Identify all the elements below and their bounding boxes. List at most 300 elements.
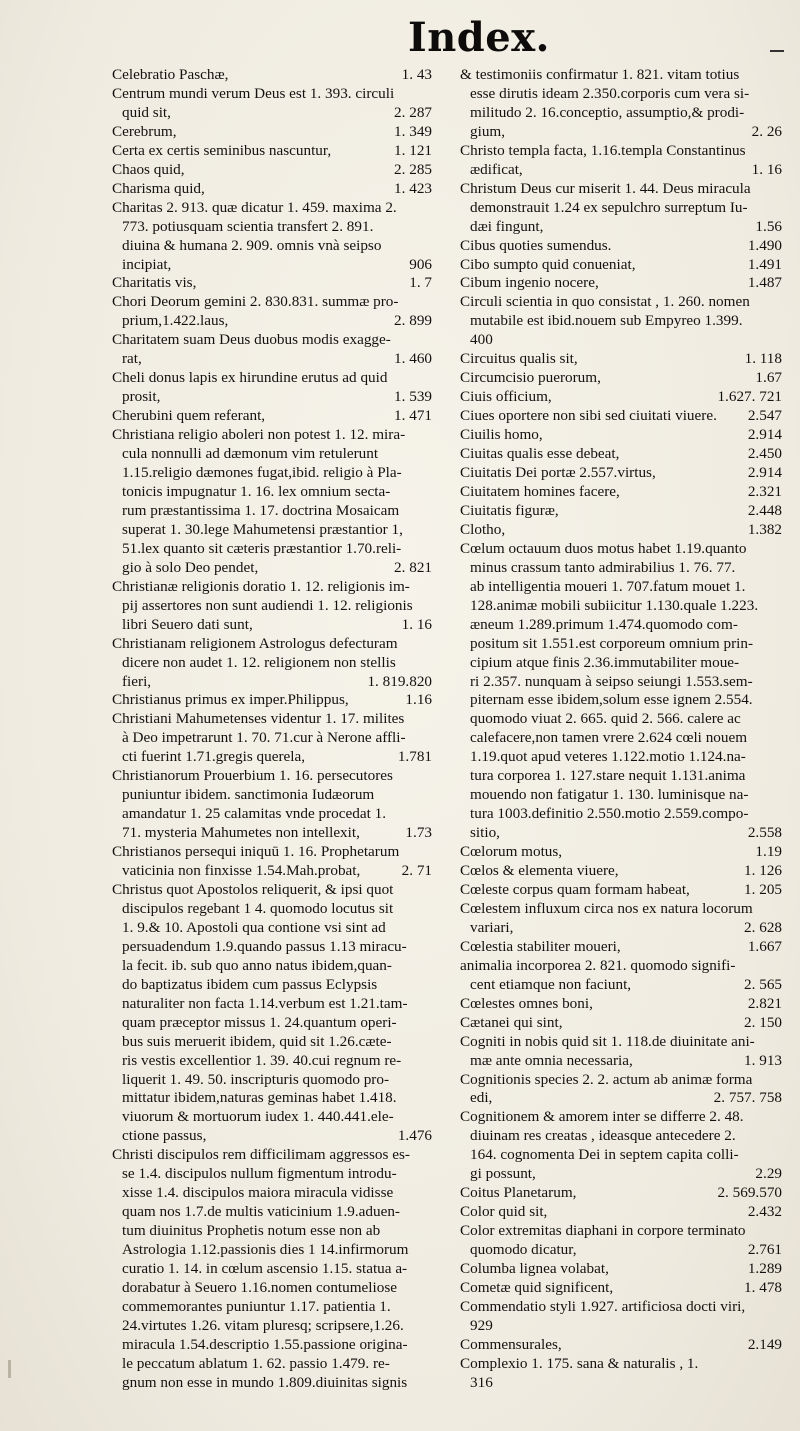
index-entry-text: mutabile est ibid.nouem sub Empyreo 1.399. (470, 312, 743, 330)
index-entry-text: fieri, (122, 672, 152, 690)
index-entry-text: Cœlum octauum duos motus habet 1.19.quanto (460, 539, 747, 557)
index-entry (460, 293, 782, 350)
index-entry-line (112, 1355, 432, 1374)
index-entry-line (460, 293, 782, 312)
index-entry-text: Ciuitatis figuræ, (460, 501, 559, 519)
index-entry-text: Circumcisio puerorum, (460, 369, 601, 387)
index-entry-line (460, 445, 782, 464)
index-entry (112, 369, 432, 407)
index-entry-text: Charisma quid, (112, 179, 205, 197)
index-entry-text: 51.lex quanto sit cæteris præstantior 1.70.reli- (122, 539, 402, 557)
index-entry (460, 1298, 782, 1336)
index-entry-text: Christum Deus cur miserit 1. 44. Deus miracula (460, 179, 751, 197)
index-entry-page-ref: 2.450 (747, 445, 782, 463)
index-entry-text: dorabatur à Seuero 1.16.nomen contumeliose (122, 1279, 397, 1296)
index-entry-text: 71. mysteria Mahumetes non intellexit, (122, 824, 360, 842)
index-entry-text: Christi discipulos rem difficilimam aggressos es- (112, 1146, 410, 1164)
index-entry (460, 1108, 782, 1184)
index-entry-text: Christianæ religionis doratio 1. 12. religionis im- (112, 577, 410, 595)
index-entry-line (460, 66, 782, 85)
index-entry-line (112, 237, 432, 256)
index-entry-text: animalia incorporea 2. 821. quomodo signifi- (460, 956, 736, 974)
index-entry-page-ref: 2.29 (755, 1165, 782, 1183)
index-entry-text: Color quid sit, (460, 1203, 548, 1221)
index-entry-text: 1. 9.& 10. Apostoli qua contione vsi sint ad (122, 918, 386, 936)
index-entry-text: ris vestis excellentior 1. 39. 40.cui regnum re- (122, 1051, 402, 1069)
index-entry-line (460, 919, 782, 938)
index-entry-line (112, 161, 432, 180)
index-entry-line (460, 218, 782, 237)
index-entry-line (112, 1146, 432, 1165)
index-entry-line (112, 578, 432, 597)
index-entry-line (460, 142, 782, 161)
index-entry-line (460, 597, 782, 616)
index-entry-page-ref: 2. 150 (744, 1013, 782, 1031)
index-entry-line (112, 540, 432, 559)
index-entry-text: bus suis meruerit ibidem, quid sit 1.26.cæte- (122, 1032, 392, 1050)
index-entry-text: Cœlorum motus, (460, 843, 563, 861)
index-entry-text: Cometæ quid significent, (460, 1279, 614, 1296)
index-entry-text: tonicis impugnatur 1. 16. lex omnium secta- (122, 482, 391, 500)
index-entry-page-ref: 1. 349 (394, 122, 432, 140)
index-entry-line (460, 1052, 782, 1071)
index-entry-text: tura 1003.definitio 2.550.motio 2.559.compo- (470, 805, 749, 823)
index-entry-text: Ciuitatis Dei portæ 2.557.virtus, (460, 464, 656, 482)
index-entry-text: positum sit 1.551.est corporeum omnium prin- (470, 634, 754, 652)
index-entry-text: Cœlestia stabiliter moueri, (460, 937, 621, 955)
index-entry-text: quam nos 1.7.de multis vaticinium 1.9.aduen- (122, 1203, 400, 1221)
index-entry-page-ref: 1.67 (755, 369, 782, 387)
index-entry-text: Ciuitatem homines facere, (460, 482, 620, 500)
index-entry-line (460, 578, 782, 597)
index-entry-line (112, 1033, 432, 1052)
index-entry-text: rat, (122, 350, 142, 368)
index-entry-text: persuadendum 1.9.quando passus 1.13 miracu- (122, 937, 407, 955)
index-entry-line (112, 767, 432, 786)
index-entry-text: Cibum ingenio nocere, (460, 274, 599, 292)
index-entry-text: sitio, (470, 824, 500, 842)
index-entry-line (460, 710, 782, 729)
index-entry-text: ædificat, (470, 160, 523, 178)
index-entry-line (112, 388, 432, 407)
index-entry-line (460, 407, 782, 426)
index-entry-line (112, 635, 432, 654)
index-entry-line (112, 654, 432, 673)
index-entry-text: Astrologia 1.12.passionis dies 1 14.infirmorum (122, 1241, 409, 1259)
index-entry-line (112, 1374, 432, 1393)
index-entry-line (460, 881, 782, 900)
index-entry-text: Christus quot Apostolos reliquerit, & ipsi quot (112, 880, 394, 898)
index-entry-page-ref: 2. 71 (401, 862, 432, 880)
index-entry-page-ref: 2. 26 (751, 122, 782, 140)
index-entry-page-ref: 2. 821 (394, 558, 432, 576)
index-entry-line (112, 521, 432, 540)
index-entry-text: Christiana religio aboleri non potest 1. 12. mira- (112, 426, 406, 444)
index-entry-line (112, 1336, 432, 1355)
index-entry-text: Columba lignea volabat, (460, 1260, 609, 1278)
index-entry-text: discipulos regebant 1 4. quomodo locutus sit (122, 899, 394, 917)
index-entry-text: gium, (470, 122, 506, 140)
index-entry-line (460, 673, 782, 692)
index-entry-page-ref: 1. 478 (744, 1279, 782, 1296)
index-entry-line (112, 559, 432, 578)
index-entry-line (112, 123, 432, 142)
index-entry-line (460, 199, 782, 218)
index-entry (460, 237, 782, 256)
index-entry-text: 164. cognomenta Dei in septem capita colli- (470, 1146, 739, 1164)
index-entry (460, 843, 782, 862)
index-entry-text: Christiani Mahumetenses videntur 1. 17. milites (112, 710, 405, 728)
index-entry-line (460, 616, 782, 635)
index-entry (460, 1355, 782, 1393)
index-entry-line (112, 862, 432, 881)
index-entry-line (460, 1222, 782, 1241)
index-entry-line (112, 1241, 432, 1260)
index-entry-text: Cherubini quem referant, (112, 407, 266, 425)
index-entry (112, 331, 432, 369)
index-entry-text: æneum 1.289.primum 1.474.quomodo com- (470, 615, 738, 633)
index-entry-text: amandatur 1. 25 calamitas vnde procedat 1. (122, 805, 386, 823)
index-entry-page-ref: 1. 7 (409, 274, 432, 292)
index-entry-text: la fecit. ib. sub quo anno natus ibidem,quan- (122, 956, 392, 974)
index-entry-text: esse dirutis ideam 2.350.corporis cum vera si- (470, 84, 750, 102)
index-entry-line (460, 862, 782, 881)
index-entry-text: cent etiamque non faciunt, (470, 975, 632, 993)
index-entry-text: Ciuilis homo, (460, 426, 543, 444)
index-entry-text: Cibo sumpto quid conueniat, (460, 255, 636, 273)
index-entry-text: quam præceptor missus 1. 24.quantum operi- (122, 1013, 397, 1031)
index-entry-line (112, 881, 432, 900)
index-entry-page-ref: 1. 126 (744, 862, 782, 880)
index-entry-line (112, 256, 432, 275)
index-entry (112, 407, 432, 426)
index-entry-line (460, 180, 782, 199)
index-entry-text: Cognitionem & amorem inter se differre 2. 48. (460, 1108, 744, 1126)
index-entry-line (460, 1279, 782, 1298)
index-entry (460, 256, 782, 275)
index-entry-text: 24.virtutes 1.26. vitam pluresq; scripsere,1.26. (122, 1316, 404, 1334)
index-entry-text: quomodo viuat 2. 665. quid 2. 566. calere ac (470, 710, 741, 728)
index-entry-text: Christianam religionem Astrologus defecturam (112, 634, 398, 652)
index-entry-text: viuorum & mortuorum iudex 1. 440.441.ele- (122, 1108, 394, 1126)
index-entry-line (460, 748, 782, 767)
index-entry-page-ref: 2.321 (747, 482, 782, 500)
index-entry-page-ref: 2. 569.570 (717, 1184, 782, 1202)
index-entry-line (112, 369, 432, 388)
index-entry-page-ref: 1.667 (747, 937, 782, 955)
right-column (460, 66, 782, 1393)
index-entry (460, 142, 782, 180)
index-entry-text: Christianorum Prouerbium 1. 16. persecutores (112, 767, 393, 785)
index-entry-line (112, 938, 432, 957)
index-entry-line (112, 1071, 432, 1090)
index-entry (112, 1146, 432, 1392)
index-entry-line (460, 1146, 782, 1165)
index-entry-line (460, 1089, 782, 1108)
index-entry-text: gi possunt, (470, 1165, 536, 1183)
index-entry-line (112, 1108, 432, 1127)
index-entry (112, 123, 432, 142)
index-entry-line (460, 1033, 782, 1052)
index-entry-page-ref: 1.382 (747, 520, 782, 538)
index-entry-line (460, 369, 782, 388)
index-entry-text: mouendo non fatigatur 1. 130. luminisque na- (470, 786, 749, 804)
index-entry-line (112, 729, 432, 748)
index-entry-text: superat 1. 30.lege Mahumetensi præstantior 1, (122, 520, 403, 538)
index-entry-page-ref: 1. 460 (394, 350, 432, 368)
index-entry-page-ref: 2.821 (747, 994, 782, 1012)
index-entry-line (460, 1355, 782, 1374)
index-entry-text: Cœlestem influxum circa nos ex natura locorum (460, 899, 753, 917)
index-entry-text: ctione passus, (122, 1127, 207, 1145)
index-entry-line (112, 464, 432, 483)
index-entry (460, 445, 782, 464)
index-entry-line (460, 350, 782, 369)
index-entry-page-ref: 1. 539 (394, 388, 432, 406)
index-entry-line (460, 1317, 782, 1336)
index-entry (460, 938, 782, 957)
index-entry (112, 691, 432, 710)
index-entry-text: diuinam res creatas , ideasque antecedere 2. (470, 1127, 736, 1145)
index-entry-text: Ciuitas qualis esse debeat, (460, 445, 620, 463)
index-entry-line (112, 1184, 432, 1203)
index-entry-text: Cheli donus lapis ex hirundine erutus ad quid (112, 369, 388, 387)
index-entry-text: edi, (470, 1089, 493, 1107)
index-entry-line (460, 426, 782, 445)
index-entry-page-ref: 1. 205 (744, 880, 782, 898)
index-entry-line (460, 312, 782, 331)
index-entry-line (460, 1298, 782, 1317)
index-entry-text: se 1.4. discipulos nullum figmentum introdu- (122, 1165, 397, 1183)
index-entry-page-ref: 1. 819.820 (367, 672, 432, 690)
index-entry-text: Ciuis officium, (460, 388, 552, 406)
index-entry-text: quomodo dicatur, (470, 1241, 577, 1259)
index-entry-text: 773. potiusquam scientia transfert 2. 891. (122, 217, 374, 235)
index-entry-page-ref: 2.761 (747, 1241, 782, 1259)
index-entry-text: quid sit, (122, 103, 171, 121)
index-entry-text: rum præstantissima 1. 17. doctrina Mosaicam (122, 501, 400, 519)
index-entry-line (460, 938, 782, 957)
index-entry-text: prium,1.422.laus, (122, 312, 229, 330)
index-entry (460, 540, 782, 843)
index-entry-line (112, 293, 432, 312)
index-entry-text: & testimoniis confirmatur 1. 821. vitam totius (460, 66, 740, 83)
index-entry-text: pij assertores non sunt audiendi 1. 12. religionis (122, 596, 413, 614)
index-entry-page-ref: 1. 43 (401, 66, 432, 83)
index-entry-line (112, 597, 432, 616)
index-entry-text: Centrum mundi verum Deus est 1. 393. circuli (112, 84, 395, 102)
index-entry (460, 407, 782, 426)
index-entry (460, 995, 782, 1014)
index-entry-line (460, 388, 782, 407)
index-entry-page-ref: 2. 899 (394, 312, 432, 330)
index-entry-line (112, 1222, 432, 1241)
index-entry-line (112, 350, 432, 369)
index-entry-page-ref: 1.490 (747, 236, 782, 254)
index-entry-line (112, 483, 432, 502)
index-entry-line (112, 85, 432, 104)
index-entry-text: Cœlestes omnes boni, (460, 994, 593, 1012)
index-entry-line (460, 502, 782, 521)
index-entry-line (460, 161, 782, 180)
index-entry-text: Clotho, (460, 520, 506, 538)
index-entry-line (112, 673, 432, 692)
index-entry-line (460, 331, 782, 350)
index-entry-line (460, 1014, 782, 1033)
index-entry-line (112, 691, 432, 710)
index-entry-text: Commendatio styli 1.927. artificiosa docti viri, (460, 1297, 746, 1315)
index-entry-text: mæ ante omnia necessaria, (470, 1051, 633, 1069)
index-entry (460, 881, 782, 900)
index-entry-text: Cætanei qui sint, (460, 1013, 563, 1031)
index-entry-line (460, 1184, 782, 1203)
index-entry-line (112, 995, 432, 1014)
index-entry-text: minus crassum tanto admirabilius 1. 76. 77. (470, 558, 736, 576)
index-entry-page-ref: 2.547 (747, 407, 782, 425)
index-entry-page-ref: 2.914 (747, 426, 782, 444)
index-entry-text: vaticinia non finxisse 1.54.Mah.probat, (122, 862, 361, 880)
index-entry-page-ref: 1. 913 (744, 1051, 782, 1069)
index-entry-line (460, 464, 782, 483)
index-entry-text: Complexio 1. 175. sana & naturalis , 1. (460, 1354, 699, 1372)
index-entry-text: Cœleste corpus quam formam habeat, (460, 880, 690, 898)
index-entry-text: 1.19.quot apud veteres 1.122.motio 1.124.na- (470, 748, 746, 766)
index-entry-page-ref: 2. 757. 758 (713, 1089, 782, 1107)
index-entry (460, 66, 782, 142)
index-entry-line (112, 1014, 432, 1033)
index-entry-text: 400 (470, 331, 493, 349)
index-entry-page-ref: 1. 121 (394, 141, 432, 159)
index-entry-line (460, 824, 782, 843)
index-entry-line (112, 1298, 432, 1317)
index-entry (460, 502, 782, 521)
index-entry-text: Celebratio Paschæ, (112, 66, 229, 83)
index-entry-text: 929 (470, 1316, 493, 1334)
index-entry-line (460, 976, 782, 995)
index-entry-text: tum diuinitus Prophetis notum esse non ab (122, 1222, 381, 1240)
index-entry (460, 464, 782, 483)
index-entry-line (112, 66, 432, 85)
index-entry-text: incipiat, (122, 255, 172, 273)
index-entry-text: le peccatum ablatum 1. 62. passio 1.479. re- (122, 1354, 390, 1372)
index-entry (460, 1222, 782, 1260)
index-entry-line (460, 691, 782, 710)
index-entry-text: demonstrauit 1.24 ex sepulchro surreptum Iu- (470, 198, 748, 216)
index-entry-line (112, 1279, 432, 1298)
index-entry (112, 199, 432, 275)
index-entry-text: Charitatem suam Deus duobus modis exagge- (112, 331, 391, 349)
index-entry-text: 1.15.religio dæmones fugat,ibid. religio à Pla- (122, 464, 402, 482)
index-entry-page-ref: 1.491 (747, 255, 782, 273)
index-entry-line (460, 635, 782, 654)
index-entry-line (460, 1071, 782, 1090)
index-entry-text: calefacere,non tamen vrere 2.624 cœli nouem (470, 729, 748, 747)
index-entry (460, 274, 782, 293)
index-entry-text: miracula 1.54.descriptio 1.55.passione origina- (122, 1335, 408, 1353)
index-entry-text: cipium atque finis 2.36.immutabiliter moue- (470, 653, 740, 671)
index-entry-line (460, 483, 782, 502)
index-entry-text: Commensurales, (460, 1335, 562, 1353)
index-entry-line (112, 142, 432, 161)
index-entry (460, 1184, 782, 1203)
index-entry-line (460, 540, 782, 559)
index-entry-text: Certa ex certis seminibus nascuntur, (112, 141, 332, 159)
index-entry-line (460, 1108, 782, 1127)
index-entry-text: naturaliter non facta 1.14.verbum est 1.21.tam- (122, 994, 408, 1012)
index-entry-text: dæi fingunt, (470, 217, 544, 235)
index-entry-line (112, 407, 432, 426)
index-entry-page-ref: 1.781 (397, 748, 432, 766)
index-entry-line (460, 786, 782, 805)
index-entry-line (460, 1203, 782, 1222)
index-entry-page-ref: 1.19 (755, 843, 782, 861)
index-entry-text: Cibus quoties sumendus. (460, 236, 612, 254)
index-entry-line (112, 616, 432, 635)
index-entry-page-ref: 1.73 (405, 824, 432, 842)
index-entry-line (460, 900, 782, 919)
index-entry-page-ref: 1.487 (747, 274, 782, 292)
index-entry-page-ref: 1. 471 (394, 407, 432, 425)
index-entry (460, 1336, 782, 1355)
index-entry (460, 1203, 782, 1222)
index-entry-line (112, 824, 432, 843)
index-entry (112, 274, 432, 293)
index-entry-page-ref: 1.476 (397, 1127, 432, 1145)
index-entry-text: Chori Deorum gemini 2. 830.831. summæ pro- (112, 293, 399, 311)
index-entry-text: Circuitus qualis sit, (460, 350, 578, 368)
index-entry-line (460, 1260, 782, 1279)
index-entry (460, 350, 782, 369)
index-entry (112, 881, 432, 1146)
index-entry-page-ref: 1.56 (755, 217, 782, 235)
index-entry-line (112, 805, 432, 824)
index-entry-text: Cogniti in nobis quid sit 1. 118.de diuinitate ani- (460, 1032, 755, 1050)
index-entry-line (112, 900, 432, 919)
index-entry-text: Christo templa facta, 1.16.templa Constantinus (460, 141, 746, 159)
index-entry-page-ref: 1. 16 (401, 615, 432, 633)
index-entry (460, 1033, 782, 1071)
index-entry-line (460, 654, 782, 673)
index-entry-text: Color extremitas diaphani in corpore terminato (460, 1222, 746, 1240)
index-entry-page-ref: 1.289 (747, 1260, 782, 1278)
index-entry (112, 710, 432, 767)
index-entry (112, 142, 432, 161)
index-entry-text: Cœlos & elementa viuere, (460, 862, 619, 880)
index-entry-text: Charitatis vis, (112, 274, 197, 292)
index-entry-text: mittatur ibidem,naturas geminas habet 1.418. (122, 1089, 397, 1107)
index-entry-page-ref: 2.432 (747, 1203, 782, 1221)
left-column (112, 66, 432, 1393)
index-entry (460, 388, 782, 407)
index-entry-text: diuina & humana 2. 909. omnis vnà seipso (122, 236, 382, 254)
index-entry-line (460, 521, 782, 540)
page-header (0, 10, 800, 62)
index-entry-line (460, 85, 782, 104)
index-entry-line (112, 104, 432, 123)
index-entry (460, 1260, 782, 1279)
index-entry-text: puniuntur ibidem. sanctimonia Iudæorum (122, 786, 375, 804)
index-entry-line (112, 1165, 432, 1184)
index-entry-line (460, 1336, 782, 1355)
index-entry-text: xisse 1.4. discipulos maiora miracula vidisse (122, 1184, 394, 1202)
index-entry (460, 1071, 782, 1109)
index-entry (460, 1014, 782, 1033)
index-entry (112, 426, 432, 578)
index-entry-page-ref: 2.558 (747, 824, 782, 842)
index-entry-line (112, 1317, 432, 1336)
index-entry (112, 180, 432, 199)
index-entry-page-ref: 2.149 (747, 1335, 782, 1353)
